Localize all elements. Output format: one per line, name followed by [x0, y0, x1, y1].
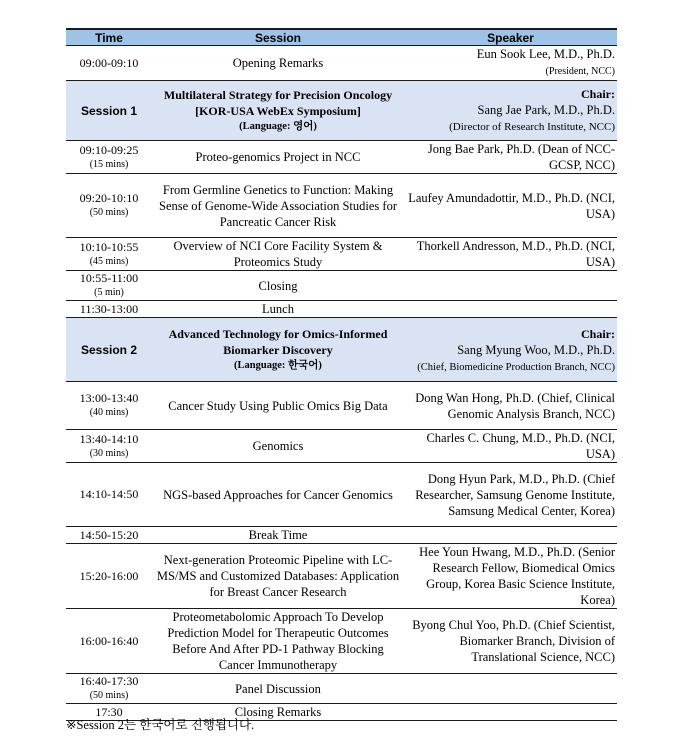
session-cell: Proteo-genomics Project in NCC [152, 141, 404, 174]
time-cell: 11:30-13:00 [66, 301, 152, 318]
table-row [66, 382, 617, 430]
header-time: Time [66, 29, 152, 46]
session-cell: Break Time [152, 527, 404, 544]
time-range: 10:10-10:55 [79, 239, 139, 254]
chair-cell [404, 318, 617, 382]
speaker-cell: Hee Youn Hwang, M.D., Ph.D. (Senior Research Fellow, Biomedical Omics Group, Korea Basic Science Institute, Korea) [404, 544, 617, 609]
chair-cell [404, 81, 617, 141]
duration: (15 mins) [89, 158, 129, 170]
duration: (5 min) [94, 287, 124, 298]
session-title-cell [152, 318, 404, 382]
chair-name: Sang Jae Park, M.D., Ph.D. [477, 103, 615, 117]
time-cell [66, 238, 152, 271]
time-cell: 14:10-14:50 [66, 463, 152, 527]
time-cell: 17:30 [66, 704, 152, 721]
header-session: Session [152, 29, 404, 46]
session-cell: Lunch [152, 301, 404, 318]
schedule-table [66, 28, 617, 721]
table-row [66, 238, 617, 271]
time-range: 16:40-17:30 [79, 674, 139, 688]
session-row [66, 81, 617, 141]
table-row [66, 609, 617, 674]
speaker-cell [404, 46, 617, 81]
time-cell: 16:00-16:40 [66, 609, 152, 674]
speaker-name: Eun Sook Lee, M.D., Ph.D. [476, 47, 615, 61]
table-row [66, 527, 617, 544]
chair-label: Chair: [581, 326, 615, 341]
speaker-cell [404, 527, 617, 544]
chair-affiliation: (Director of Research Institute, NCC) [449, 121, 615, 133]
session-cell: Overview of NCI Core Facility System & Proteomics Study [152, 238, 404, 271]
header-row [66, 29, 617, 46]
speaker-cell: Dong Hyun Park, M.D., Ph.D. (Chief Researcher, Samsung Genome Institute, Samsung Medical Center, Korea) [404, 463, 617, 527]
session-cell: Closing Remarks [152, 704, 404, 721]
table-row [66, 174, 617, 238]
header-speaker: Speaker [404, 29, 617, 46]
time-cell: 14:50-15:20 [66, 527, 152, 544]
speaker-cell: Laufey Amundadottir, M.D., Ph.D. (NCI, USA) [404, 174, 617, 238]
chair-name: Sang Myung Woo, M.D., Ph.D. [457, 342, 615, 357]
session-cell: Proteometabolomic Approach To Develop Prediction Model for Therapeutic Outcomes Before And After PD-1 Pathway Blocking Cancer Immunotherapy [152, 609, 404, 674]
table-row [66, 463, 617, 527]
table-row [66, 46, 617, 81]
session-cell: Opening Remarks [152, 46, 404, 81]
table-row [66, 301, 617, 318]
table-row [66, 141, 617, 174]
session-title: Multilateral Strategy for Precision Oncology [KOR-USA WebEx Symposium] [163, 87, 393, 118]
session-label: Session 2 [66, 318, 152, 382]
session-cell: Panel Discussion [152, 674, 404, 704]
time-range: 09:20-10:10 [79, 191, 139, 205]
speaker-affiliation: (President, NCC) [545, 66, 615, 77]
table-row [66, 674, 617, 704]
speaker-cell [404, 674, 617, 704]
speaker-cell: Dong Wan Hong, Ph.D. (Chief, Clinical Genomic Analysis Branch, NCC) [404, 382, 617, 430]
session-cell: Closing [152, 271, 404, 301]
time-cell: 15:20-16:00 [66, 544, 152, 609]
duration: (50 mins) [89, 207, 129, 218]
duration: (40 mins) [89, 407, 129, 418]
speaker-cell: Thorkell Andresson, M.D., Ph.D. (NCI, USA) [404, 238, 617, 271]
time-range: 10:55-11:00 [79, 271, 139, 285]
session-cell: NGS-based Approaches for Cancer Genomics [152, 463, 404, 527]
speaker-cell [404, 271, 617, 301]
table-row [66, 544, 617, 609]
time-cell [66, 271, 152, 301]
duration: (50 mins) [89, 690, 129, 701]
session-cell: Cancer Study Using Public Omics Big Data [152, 382, 404, 430]
time-cell [66, 674, 152, 704]
speaker-cell [404, 301, 617, 318]
session-row [66, 318, 617, 382]
table-row [66, 430, 617, 463]
time-range: 09:10-09:25 [79, 142, 139, 157]
time-cell: 09:00-09:10 [66, 46, 152, 81]
session-label: Session 1 [66, 81, 152, 141]
footnote: ※Session 2는 한국어로 진행됩니다. [66, 718, 255, 732]
session-language: (Language: 영어) [239, 120, 317, 132]
session-title-cell [152, 81, 404, 141]
session-title: Advanced Technology for Omics-Informed Biomarker Discovery [168, 326, 388, 357]
speaker-cell: Jong Bae Park, Ph.D. (Dean of NCC-GCSP, NCC) [404, 141, 617, 174]
session-language: (Language: 한국어) [234, 359, 322, 371]
session-cell: From Germline Genetics to Function: Making Sense of Genome-Wide Association Studies for Pancreatic Cancer Risk [152, 174, 404, 238]
time-cell [66, 382, 152, 430]
duration: (30 mins) [89, 447, 129, 459]
chair-affiliation: (Chief, Biomedicine Production Branch, NCC) [417, 361, 615, 373]
time-range: 13:00-13:40 [79, 391, 139, 405]
session-cell: Genomics [152, 430, 404, 463]
speaker-cell: Charles C. Chung, M.D., Ph.D. (NCI, USA) [404, 430, 617, 463]
time-cell [66, 174, 152, 238]
session-cell: Next-generation Proteomic Pipeline with LC-MS/MS and Customized Databases: Application for Breast Cancer Research [152, 544, 404, 609]
speaker-cell [404, 704, 617, 721]
time-range: 13:40-14:10 [79, 431, 139, 446]
speaker-cell: Byong Chul Yoo, Ph.D. (Chief Scientist, Biomarker Branch, Division of Translational Science, NCC) [404, 609, 617, 674]
time-cell [66, 430, 152, 463]
duration: (45 mins) [89, 255, 129, 267]
chair-label: Chair: [581, 87, 615, 101]
time-cell [66, 141, 152, 174]
table-row [66, 271, 617, 301]
